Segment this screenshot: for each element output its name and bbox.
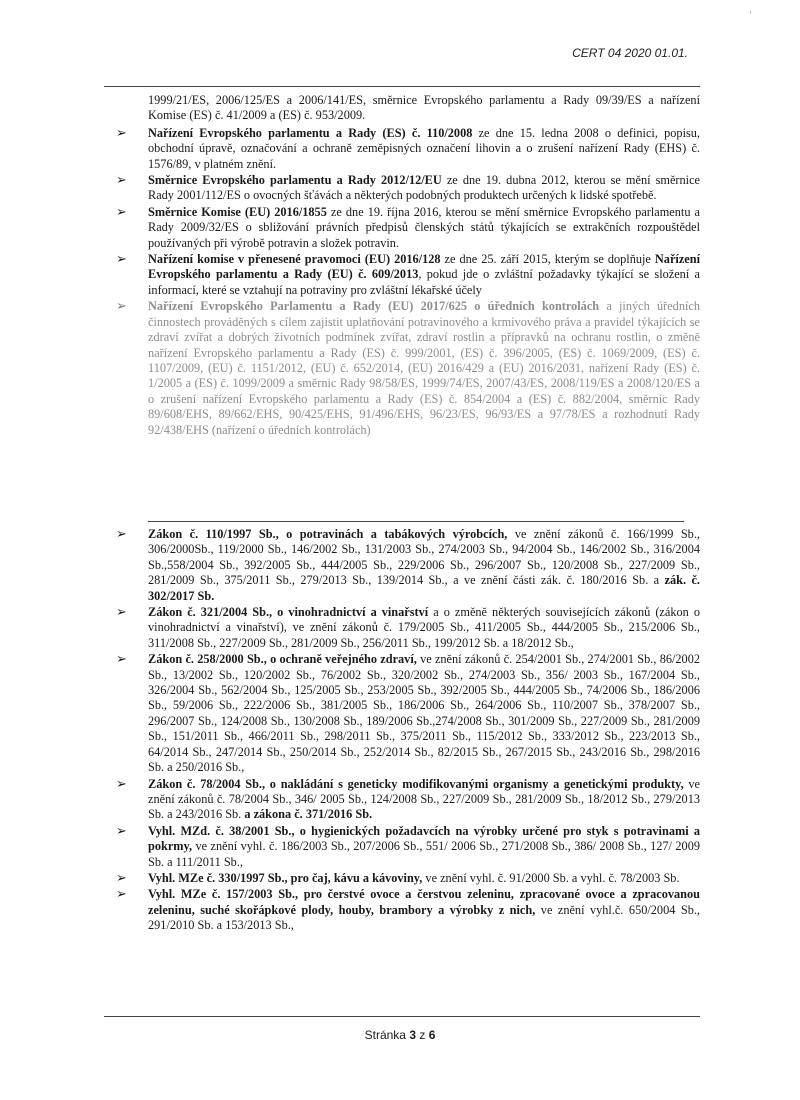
- item-text: ze dne 15. ledna 2008 o definici, popisu, obchodní úpravě, označování a ochraně zeměpisných označení lihovin a o zrušení nařízení Rady (EHS) č. 1576/89, v platném znění.: [148, 125, 700, 171]
- item-text: ze dne 25. září 2015, kterým se doplňuje: [440, 252, 655, 267]
- list-item: [104, 824, 700, 870]
- arrow-bullet-icon: ➢: [116, 870, 127, 886]
- item-title: Nařízení Evropského parlamentu a Rady (EU) č. 609/2013: [148, 252, 700, 282]
- continuation-text: 1999/21/ES, 2006/125/ES a 2006/141/ES, směrnice Evropského parlamentu a Rady 09/39/ES a nařízení Komise (ES) č. 41/2009 a (ES) č. 953/2009.: [148, 93, 700, 123]
- item-text: , pokud jde o zvláštní požadavky týkající se složení a informací, které se vztahují na potraviny pro zvláštní lékařské účely: [148, 267, 700, 297]
- footer-rule: [104, 1016, 700, 1017]
- list-item: [104, 777, 700, 823]
- item-title: Vyhl. MZe č. 330/1997 Sb., pro čaj, kávu a kávoviny,: [148, 870, 423, 885]
- item-text: ve znění zákonů č. 166/1999 Sb., 306/2000Sb., 119/2000 Sb., 146/2002 Sb., 131/2003 Sb., 274/2003 Sb., 94/2004 Sb., 146/2002 Sb., 316/2004 Sb.,558/2004 Sb., 392/2005 Sb., 444/2005 Sb., 229/2006 Sb., 296/2007 Sb., 120/2008 Sb., 227/2009 Sb., 281/2009 Sb., 375/2011 Sb., 279/2013 Sb., 139/2014 Sb., a ve znění části zák. č. 180/2016 Sb. a: [148, 527, 700, 588]
- item-title: Vyhl. MZe č. 157/2003 Sb., pro čerstvé ovoce a čerstvou zeleninu, zpracované ovoce a zpracovanou zeleninu, suché skořápkové plody, houby, brambory a výrobky z nich,: [148, 887, 700, 917]
- arrow-bullet-icon: ➢: [116, 125, 127, 141]
- list-item: [104, 887, 700, 933]
- document-code: CERT 04 2020 01.01.: [572, 46, 688, 60]
- item-title: Směrnice Komise (EU) 2016/1855: [148, 204, 327, 219]
- item-text: ve znění vyhl. č. 186/2003 Sb., 207/2006 Sb., 551/ 2006 Sb., 271/2008 Sb., 386/ 2008 Sb., 127/ 2009 Sb. a 111/2011 Sb.,: [148, 839, 700, 869]
- arrow-bullet-icon: ➢: [116, 204, 127, 220]
- arrow-bullet-icon: ➢: [116, 823, 127, 839]
- header-rule: [104, 86, 700, 87]
- item-title: Zákon č. 78/2004 Sb., o nakládání s geneticky modifikovanými organismy a genetickými produkty,: [148, 776, 684, 791]
- page-of: z: [419, 1028, 426, 1042]
- list-item: [104, 173, 700, 204]
- list-item: [104, 252, 700, 298]
- arrow-bullet-icon: ➢: [116, 173, 127, 189]
- regulation-list-eu: [104, 93, 700, 439]
- national-items: [104, 527, 700, 934]
- page-number: 3: [409, 1028, 416, 1042]
- list-item: [104, 871, 700, 886]
- item-title: Nařízení Evropského Parlamentu a Rady (EU) 2017/625 o úředních kontrolách: [148, 299, 600, 314]
- item-text: ve znění zákonů č. 254/2001 Sb., 274/2001 Sb., 86/2002 Sb., 13/2002 Sb., 120/2002 Sb., 76/2002 Sb., 320/2002 Sb., 274/2003 Sb., 356/ 2003 Sb., 167/2004 Sb., 326/2004 Sb., 562/2004 Sb., 125/2005 Sb., 253/2005 Sb., 392/2005 Sb., 444/2005 Sb., 74/2006 Sb., 186/2006 Sb., 59/2006 Sb., 222/2006 Sb., 381/2005 Sb., 186/2006 Sb., 264/2006 Sb., 110/2007 Sb., 378/2007 Sb., 296/2007 Sb., 124/2008 Sb., 130/2008 Sb., 189/2006 Sb.,274/2008 Sb., 301/2009 Sb., 227/2009 Sb., 281/2009 Sb., 151/2011 Sb., 466/2011 Sb., 298/2011 Sb., 375/2011 Sb., 115/2012 Sb., 333/2012 Sb., 223/2013 Sb., 64/2014 Sb., 247/2014 Sb., 250/2014 Sb., 252/2014 Sb., 82/2015 Sb., 267/2015 Sb., 243/2016 Sb., 298/2016 Sb. a 250/2016 Sb.,: [148, 652, 700, 775]
- item-title: Zákon č. 321/2004 Sb., o vinohradnictví a vinařství: [148, 605, 429, 620]
- arrow-bullet-icon: ➢: [116, 299, 127, 315]
- list-item-continuation: [104, 93, 700, 124]
- item-text: ze dne 19. dubna 2012, kterou se mění směrnice Rady 2001/112/ES o ovocných šťávách a některých podobných produktech určených k lidské spotřebě.: [148, 173, 701, 203]
- arrow-bullet-icon: ➢: [116, 652, 127, 668]
- page-footer: [0, 1028, 800, 1042]
- list-item: [104, 527, 700, 604]
- page-total: 6: [428, 1028, 436, 1042]
- regulation-list-national: [104, 527, 700, 935]
- list-item: [104, 652, 700, 775]
- arrow-bullet-icon: ➢: [116, 527, 127, 542]
- item-title: Vyhl. MZd. č. 38/2001 Sb., o hygienických požadavcích na výrobky určené pro styk s potravinami a pokrmy,: [148, 823, 700, 854]
- item-text: a o změně některých souvisejících zákonů (zákon o vinohradnictví a vinařství), ve znění zákonů č. 179/2005 Sb., 411/2005 Sb., 444/2005 Sb., 215/2006 Sb., 311/2008 Sb., 227/2009 Sb., 281/2009 Sb., 256/2011 Sb., 199/2012 Sb. a 18/2012 Sb.,: [148, 605, 700, 650]
- item-title: Směrnice Evropského parlamentu a Rady 2012/12/EU: [148, 173, 442, 188]
- item-title: a zákona č. 371/2016 Sb.: [244, 807, 373, 822]
- arrow-bullet-icon: ➢: [116, 887, 127, 903]
- item-text: ze dne 19. října 2016, kterou se mění směrnice Evropského parlamentu a Rady 2009/32/ES o sbližování právních předpisů členských států týkajících se extrakčních rozpouštědel používaných při výrobě potravin a složek potravin.: [148, 204, 700, 250]
- arrow-bullet-icon: ➢: [116, 776, 127, 792]
- item-title: zák. č. 302/2017 Sb.: [148, 573, 700, 603]
- item-text: ve znění vyhl.č. 650/2004 Sb., 291/2010 Sb. a 153/2013 Sb.,: [148, 902, 700, 933]
- item-title: Zákon č. 110/1997 Sb., o potravinách a tabákových výrobcích,: [148, 527, 508, 541]
- corner-mark: ': [749, 10, 752, 21]
- eu-items: [104, 126, 700, 438]
- section-rule: [148, 521, 684, 522]
- item-title: Nařízení komise v přenesené pravomoci (EU) 2016/128: [148, 252, 441, 267]
- page-label: Stránka: [364, 1028, 406, 1042]
- item-text: ve znění zákonů č. 78/2004 Sb., 346/ 2005 Sb., 124/2008 Sb., 227/2009 Sb., 281/2009 Sb., 18/2012 Sb., 279/2013 Sb. a 243/2016 Sb.: [148, 776, 700, 822]
- arrow-bullet-icon: ➢: [116, 605, 127, 621]
- list-item: [104, 299, 700, 438]
- item-text: ve znění vyhl. č. 91/2000 Sb. a vyhl. č. 78/2003 Sb.: [422, 870, 680, 885]
- list-item: [104, 205, 700, 251]
- arrow-bullet-icon: ➢: [116, 252, 127, 268]
- list-item: [104, 605, 700, 651]
- item-title: Zákon č. 258/2000 Sb., o ochraně veřejného zdraví,: [148, 652, 417, 667]
- item-text: a jiných úředních činnostech prováděných s cílem zajistit uplatňování potravinového a krmivového práva a pravidel týkajících se zdraví zvířat a dobrých životních podmínek zvířat, zdraví rostlin a přípravků na ochranu rostlin, o změně nařízení Evropského parlamentu a Rady (ES) č. 999/2001, (ES) č. 396/2005, (ES) č. 1069/2009, (ES) č. 1107/2009, (EU) č. 1151/2012, (EU) č. 652/2014, (EU) 2016/429 a (EU) 2016/2031, nařízení Rady (ES) č. 1/2005 a (ES) č. 1099/2009 a směrnic Rady 98/58/ES, 1999/74/ES, 2007/43/ES, 2008/119/ES a 2008/120/ES a o zrušení nařízení Evropského parlamentu a Rady (ES) č. 854/2004 a (ES) č. 882/2004, směrnic Rady 89/608/EHS, 89/662/EHS, 90/425/EHS, 91/496/EHS, 96/23/ES, 96/93/ES a 97/78/ES a rozhodnutí Rady 92/438/EHS (nařízení o úředních kontrolách): [148, 299, 700, 437]
- list-item: [104, 126, 700, 172]
- item-title: Nařízení Evropského parlamentu a Rady (ES) č. 110/2008: [148, 125, 473, 140]
